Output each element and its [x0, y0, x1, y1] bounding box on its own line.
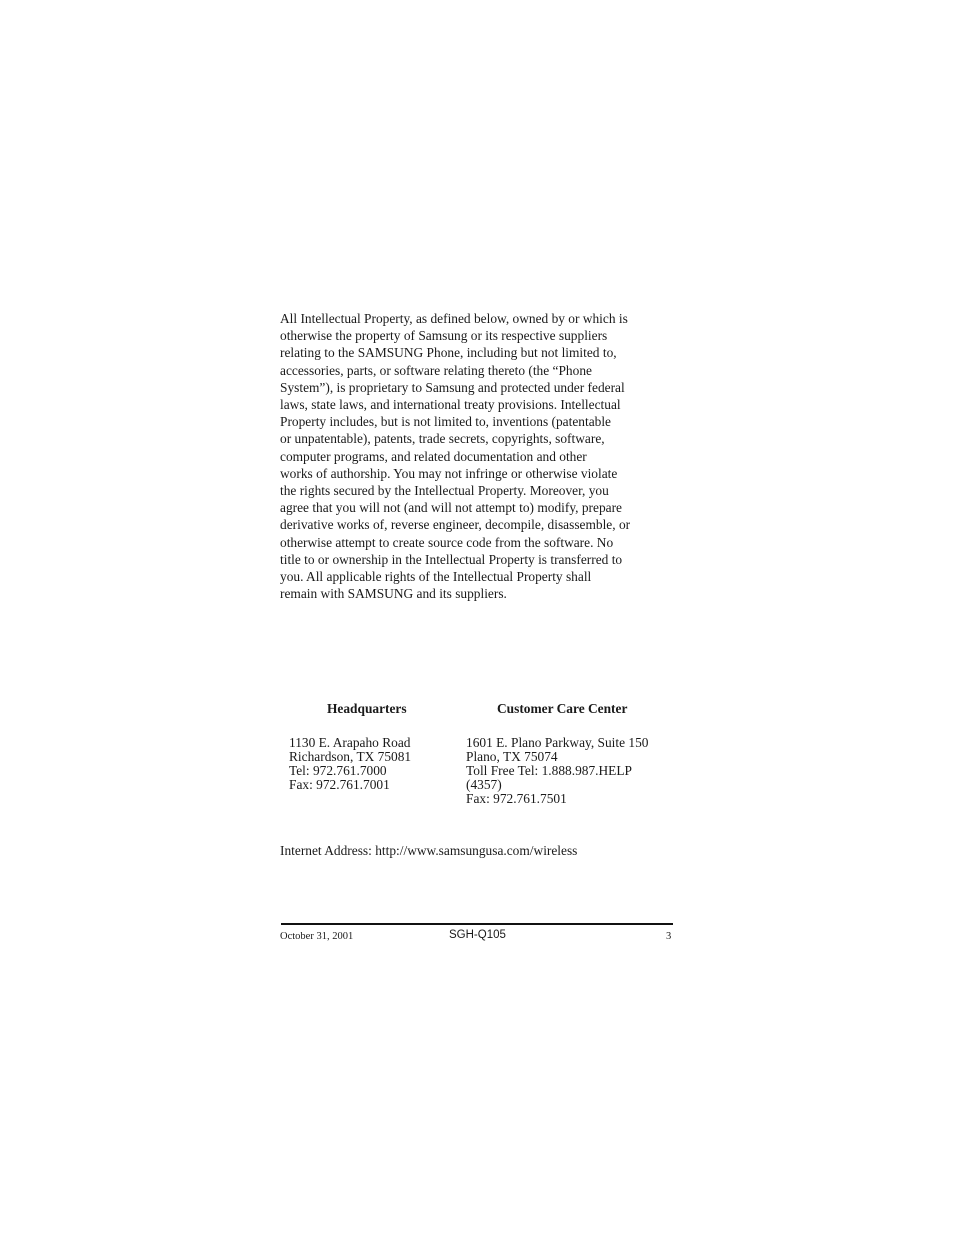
- internet-address: Internet Address: http://www.samsungusa.com/wireless: [280, 843, 578, 858]
- customer-care-address: 1601 E. Plano Parkway, Suite 150 Plano, TX 75074 Toll Free Tel: 1.888.987.HELP (4357) Fax: 972.761.7501: [466, 735, 649, 806]
- page-number: 3: [666, 931, 672, 942]
- footer-date: October 31, 2001: [280, 931, 354, 942]
- ip-notice-paragraph: All Intellectual Property, as defined below, owned by or which is otherwise the property of Samsung or its respective suppliers relating to the SAMSUNG Phone, including but not limited to, accessories, parts, or software relating thereto (the “Phone System”), is proprietary to Samsung and protected under federal laws, state laws, and international treaty provisions. Intellectual Property includes, but is not limited to, inventions (patentable or unpatentable), patents, trade secrets, copyrights, software, computer programs, and related documentation and other works of authorship. You may not infringe or otherwise violate the rights secured by the Intellectual Property. Moreover, you agree that you will not (and will not attempt to) modify, prepare derivative works of, reverse engineer, decompile, disassemble, or otherwise attempt to create source code from the software. No title to or ownership in the Intellectual Property is transferred to you. All applicable rights of the Intellectual Property shall remain with SAMSUNG and its suppliers.: [280, 311, 631, 602]
- footer-model-number: SGH-Q105: [449, 929, 506, 941]
- headquarters-title: Headquarters: [327, 701, 407, 716]
- customer-care-title: Customer Care Center: [497, 701, 628, 716]
- footer-divider: [281, 923, 673, 925]
- headquarters-address: 1130 E. Arapaho Road Richardson, TX 75081 Tel: 972.761.7000 Fax: 972.761.7001: [289, 735, 412, 792]
